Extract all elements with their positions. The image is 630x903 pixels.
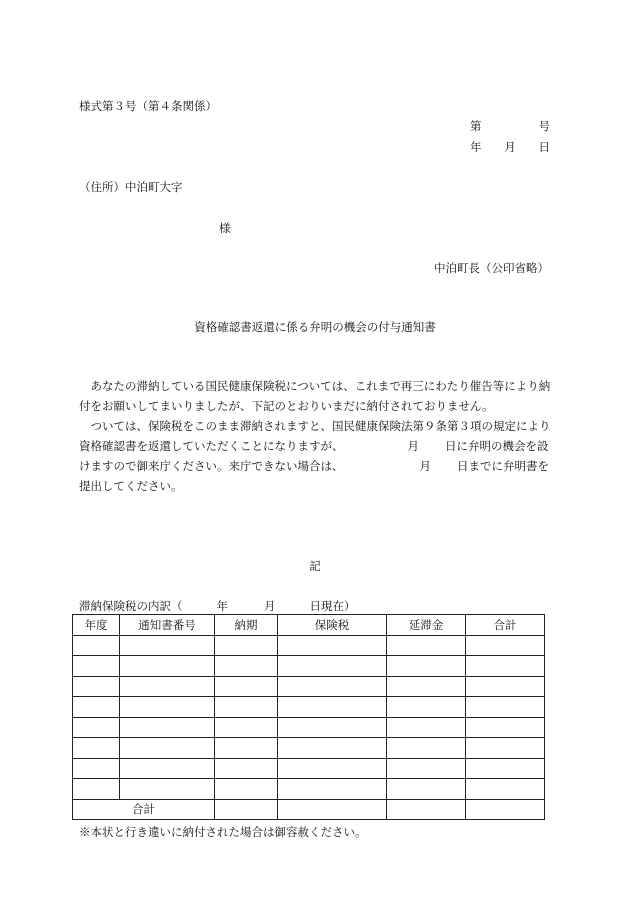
table-row — [73, 717, 545, 738]
table-cell — [120, 779, 215, 800]
table-cell — [466, 697, 545, 718]
gou-label: 号 — [538, 119, 550, 133]
table-cell — [466, 738, 545, 759]
table-cell — [120, 697, 215, 718]
table-cell — [73, 779, 120, 800]
breakdown-prefix: 滞納保険税の内訳（ — [79, 599, 183, 613]
table-cell — [120, 758, 215, 779]
table-body — [73, 635, 545, 820]
form-number: 様式第３号（第４条関係） — [79, 99, 217, 113]
breakdown-label — [79, 598, 356, 614]
table-cell — [387, 758, 466, 779]
year-label: 年 — [470, 140, 482, 154]
body-2b-part3: 日に弁明の機会を設 — [445, 439, 549, 453]
month-label: 月 — [504, 140, 516, 154]
dai-label: 第 — [470, 119, 482, 133]
table-cell — [215, 738, 278, 759]
day-label: 日 — [538, 140, 550, 154]
addressee-address: （住所）中泊町大字 — [79, 180, 183, 194]
table-cell — [466, 717, 545, 738]
table-cell — [466, 676, 545, 697]
sender-name: 中泊町長（公印省略） — [434, 261, 549, 275]
body-paragraph-1: あなたの滞納している国民健康保険税については、これまで再三にわたり催告等により納付をお願いしてまいりましたが、下記のとおりいまだに納付されておりません。 — [79, 379, 551, 413]
header-notice-number: 通知書番号 — [120, 615, 215, 636]
table-cell — [278, 738, 387, 759]
body-2c-part3: 日までに弁明書を — [457, 459, 549, 473]
table-cell — [387, 738, 466, 759]
breakdown-month: 月 — [264, 599, 276, 613]
table-cell — [120, 635, 215, 656]
table-row — [73, 758, 545, 779]
body-paragraph-2b — [79, 436, 554, 456]
table-cell — [215, 635, 278, 656]
header-due-period: 納期 — [215, 615, 278, 636]
table-cell — [466, 779, 545, 800]
body-paragraph-2c — [79, 456, 554, 476]
table-cell — [73, 697, 120, 718]
table-row — [73, 676, 545, 697]
table-cell — [466, 758, 545, 779]
table-cell — [466, 635, 545, 656]
table-row — [73, 738, 545, 759]
breakdown-year: 年 — [216, 599, 228, 613]
total-label: 合計 — [73, 799, 215, 820]
table-cell — [387, 717, 466, 738]
table-row — [73, 697, 545, 718]
table-cell — [278, 758, 387, 779]
table-cell — [73, 717, 120, 738]
table-cell — [215, 758, 278, 779]
table-header-row — [73, 615, 545, 636]
table-row — [73, 779, 545, 800]
table-cell — [73, 676, 120, 697]
date-line — [470, 139, 550, 155]
table-cell — [73, 635, 120, 656]
table-cell — [278, 697, 387, 718]
table-cell — [215, 656, 278, 677]
header-fiscal-year: 年度 — [73, 615, 120, 636]
table-cell — [73, 656, 120, 677]
table-cell — [215, 779, 278, 800]
document-number-line — [470, 118, 550, 134]
body-paragraph-2d: 提出してください。 — [79, 479, 183, 493]
table-cell — [278, 717, 387, 738]
table-row — [73, 635, 545, 656]
table-cell — [278, 799, 387, 820]
body-2c-month: 月 — [419, 459, 431, 473]
table-cell — [466, 799, 545, 820]
header-tax-amount: 保険税 — [278, 615, 387, 636]
ki-heading: 記 — [309, 559, 321, 573]
table-row — [73, 656, 545, 677]
body-2b-month: 月 — [407, 439, 419, 453]
body-2c-part1: けますので御来庁ください。来庁できない場合は、 — [79, 459, 344, 473]
body-text — [79, 376, 554, 496]
table-cell — [387, 656, 466, 677]
table-cell — [215, 676, 278, 697]
body-2b-part1: 資格確認書を返還していただくことになりますが、 — [79, 439, 344, 453]
table-total-row — [73, 799, 545, 820]
table-cell — [120, 656, 215, 677]
table-cell — [120, 717, 215, 738]
table-cell — [278, 656, 387, 677]
table-cell — [120, 676, 215, 697]
body-paragraph-2a: ついては、保険税をこのまま滞納されますと、国民健康保険法第９条第３項の規定により — [90, 419, 551, 433]
table-cell — [278, 779, 387, 800]
table-cell — [120, 738, 215, 759]
addressee-honorific: 様 — [219, 221, 231, 235]
table-cell — [73, 758, 120, 779]
table-cell — [215, 697, 278, 718]
tax-breakdown-table — [72, 614, 545, 820]
table-cell — [73, 738, 120, 759]
table-cell — [278, 676, 387, 697]
table-cell — [215, 717, 278, 738]
header-late-fee: 延滞金 — [387, 615, 466, 636]
table-cell — [387, 676, 466, 697]
table-cell — [466, 656, 545, 677]
table-cell — [387, 697, 466, 718]
footer-note: ※本状と行き違いに納付された場合は御容赦ください。 — [79, 825, 367, 839]
table-cell — [387, 635, 466, 656]
header-total: 合計 — [466, 615, 545, 636]
document-title: 資格確認書返還に係る弁明の機会の付与通知書 — [194, 320, 436, 334]
breakdown-suffix: 日現在） — [309, 599, 356, 613]
table-cell — [215, 799, 278, 820]
table-cell — [387, 799, 466, 820]
table-cell — [278, 635, 387, 656]
table-cell — [387, 779, 466, 800]
